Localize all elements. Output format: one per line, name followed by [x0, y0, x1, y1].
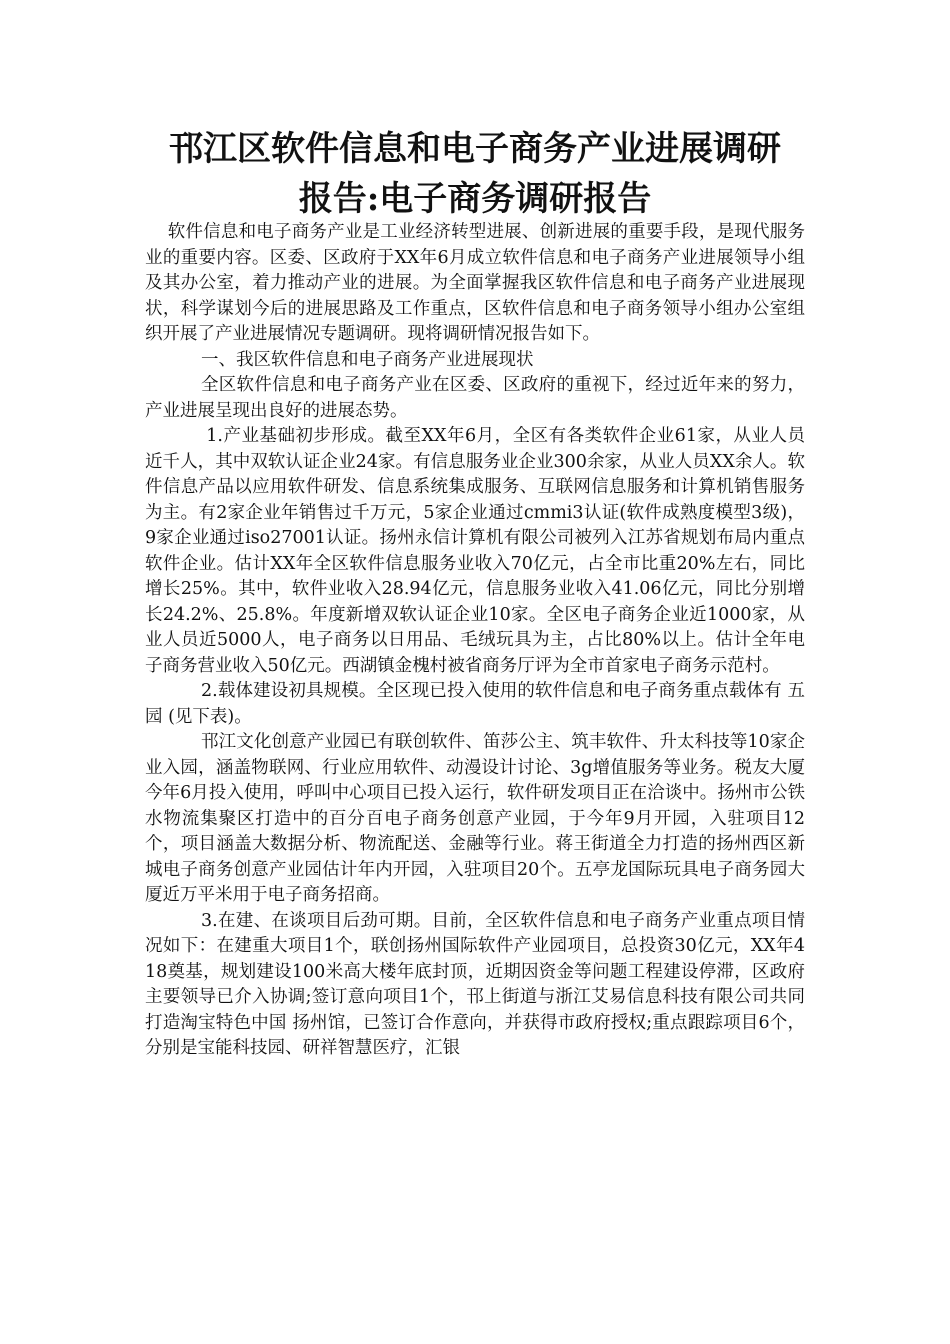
section-intro-paragraph: 全区软件信息和电子商务产业在区委、区政府的重视下，经过近年来的努力，产业进展呈现出良好的进展态势。: [145, 375, 805, 421]
paragraph-culture-park: 邗江文化创意产业园已有联创软件、笛莎公主、筑丰软件、升太科技等10家企业入园，涵盖物联网、行业应用软件、动漫设计讨论、3g增值服务等业务。税友大厦今年6月投入使用，呼叫中心项目已投入运行，软件研发项目正在洽谈中。扬州市公铁水物流集聚区打造中的百分百电子商务创意产业园，于今年9月开园，入驻项目12个，项目涵盖大数据分析、物流配送、金融等行业。蒋王街道全力打造的扬州西区新城电子商务创意产业园估计年内开园，入驻项目20个。五亭龙国际玩具电子商务园大厦近万平米用于电子商务招商。: [145, 732, 805, 905]
paragraph-projects: 3.在建、在谈项目后劲可期。目前，全区软件信息和电子商务产业重点项目情况如下：在建重大项目1个，联创扬州国际软件产业园项目，总投资30亿元，XX年4 18奠基，规划建设100米高大楼年底封顶，近期因资金等问题工程建设停滞，区政府主要领导已介入协调;签订意向项目1个，邗上街道与浙江艾易信息科技有限公司共同打造淘宝特色中国 扬州馆，已签订合作意向，并获得市政府授权;重点跟踪项目6个，分别是宝能科技园、研祥智慧医疗，汇银: [145, 910, 805, 1058]
section-heading: 一、我区软件信息和电子商务产业进展现状: [201, 349, 534, 370]
intro-paragraph: 软件信息和电子商务产业是工业经济转型进展、创新进展的重要手段，是现代服务业的重要内容。区委、区政府于XX年6月成立软件信息和电子商务产业进展领导小组及其办公室，着力推动产业的进展。为全面掌握我区软件信息和电子商务产业进展现状，科学谋划今后的进展思路及工作重点，区软件信息和电子商务领导小组办公室组织开展了产业进展情况专题调研。现将调研情况报告如下。: [145, 222, 805, 344]
document-title: [140, 124, 810, 224]
paragraph-carrier-construction: 2.载体建设初具规模。全区现已投入使用的软件信息和电子商务重点载体有 五园 (见下表)。: [145, 681, 805, 727]
title-line-2: 报告:电子商务调研报告: [298, 179, 652, 219]
paragraph-industry-foundation: 1.产业基础初步形成。截至XX年6月，全区有各类软件企业61家，从业人员近千人，其中双软认证企业24家。有信息服务业企业300余家，从业人员XX余人。软件信息产品以应用软件研发、信息系统集成服务、互联网信息服务和计算机销售服务为主。有2家企业年销售过千万元，5家企业通过cmmi3认证(软件成熟度模型3级)，9家企业通过iso27001认证。扬州永信计算机有限公司被列入江苏省规划布局内重点软件企业。估计XX年全区软件信息服务业收入70亿元，占全市比重20%左右，同比增长25%。其中，软件业收入28.94亿元，信息服务业收入41.06亿元，同比分别增长24.2%、25.8%。年度新增双软认证企业10家。全区电子商务企业近1000家，从业人员近5000人，电子商务以日用品、毛绒玩具为主，占比80%以上。估计全年电子商务营业收入50亿元。西湖镇金槐村被省商务厅评为全市首家电子商务示范村。: [145, 426, 805, 676]
document-body: [145, 220, 805, 1062]
title-line-1: 邗江区软件信息和电子商务产业进展调研: [169, 129, 781, 169]
